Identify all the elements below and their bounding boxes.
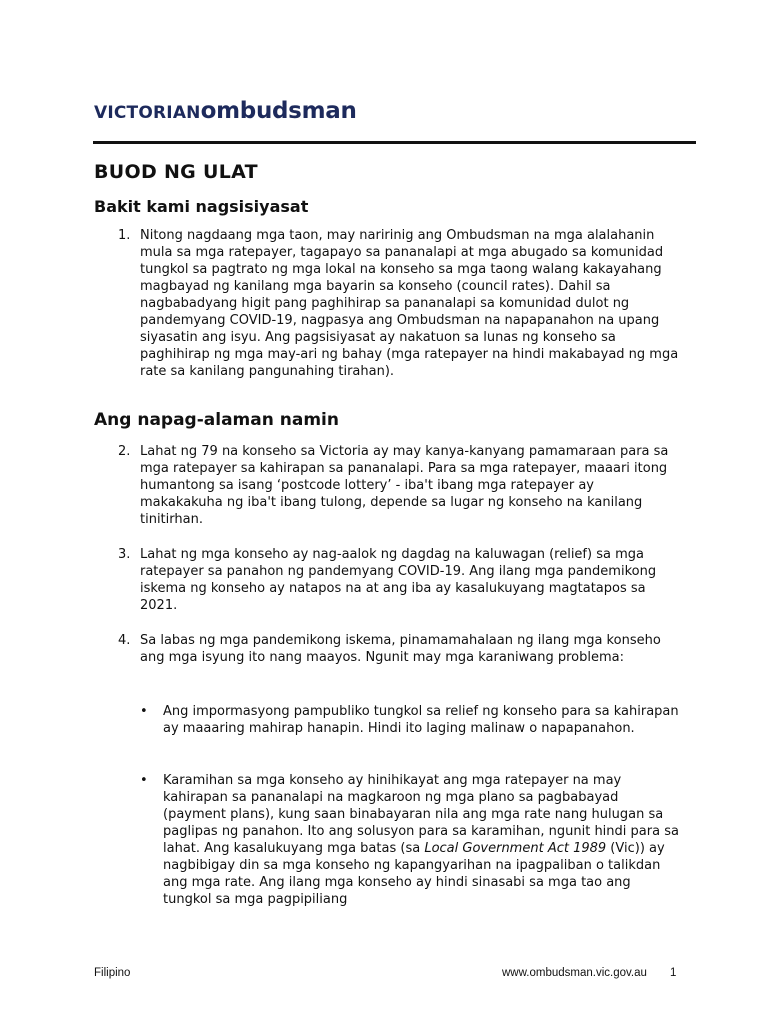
- bullet-text-after: (Vic)) ay nagbibigay din sa mga konseho ng kapangyarihan na ipagpaliban o talikdan ang mga rate. Ang ilang mga konseho ay hindi sinasabi sa mga tao ang tungkol sa mga pagpipiliang: [163, 841, 665, 907]
- bullet-text-before: Karamihan sa mga konseho ay hinihikayat ang mga ratepayer na may kahirapan sa pananalapi na magkaroon ng mga plano sa pagbabayad (payment plans), kung saan binabayaran nila ang mga rate nang hulugan sa paglipas ng panahon. Ito ang solusyon para sa karamihan, ngunit hindi para sa lahat. Ang kasalukuyang mga batas (sa: [163, 773, 679, 856]
- paragraph-1: Nitong nagdaang mga taon, may naririnig ang Ombudsman na mga alalahanin mula sa mga ratepayer, tagapayo sa pananalapi at mga abugado sa komunidad tungkol sa pagtrato ng mga lokal na konseho sa mga taong walang kakayahang magbayad ng kanilang mga bayarin sa konseho (council rates). Dahil sa nagbabadyang higit pang paghihirap sa pananalapi sa komunidad dulot ng pandemyang COVID-19, nagpasya ang Ombudsman na napapanahon na upang siyasatin ang isyu. Ang pagsisiyasat ay nakatuon sa lunas ng konseho sa paghihirap ng mga may-ari ng bahay (mga ratepayer na hindi makabayad ng mga rate sa kanilang pangunahing tirahan).: [140, 228, 679, 379]
- bullet-paragraph-2: [163, 772, 683, 908]
- bullet-symbol: •: [140, 773, 148, 788]
- footer-page-number: 1: [670, 967, 677, 979]
- bullet-symbol: •: [140, 704, 148, 719]
- item-number: 2.: [118, 444, 131, 459]
- paragraph-2: Lahat ng 79 na konseho sa Victoria ay may kanya-kanyang pamamaraan para sa mga ratepayer sa kahirapan sa pananalapi. Para sa mga ratepayer, maaari itong humantong sa isang ‘postcode lottery’ - iba't ibang mga ratepayer ay makakakuha ng iba't ibang tulong, depende sa lugar ng konseho na kanilang tinitirhan.: [140, 444, 669, 527]
- paragraph-3: Lahat ng mga konseho ay nag-aalok ng dagdag na kaluwagan (relief) sa mga ratepayer sa panahon ng pandemyang COVID-19. Ang ilang mga pandemikong iskema ng konseho ay natapos na at ang iba ay kasalukuyang magtatapos sa 2021.: [140, 547, 657, 613]
- footer-language: Filipino: [94, 967, 131, 979]
- section-heading-findings: Ang napag-alaman namin: [94, 410, 339, 430]
- item-number: 4.: [118, 633, 131, 648]
- header-rule: [93, 141, 696, 144]
- page-title: BUOD NG ULAT: [94, 161, 258, 183]
- paragraph-4: Sa labas ng mga pandemikong iskema, pinamamahalaan ng ilang mga konseho ang mga isyung ito nang maayos. Ngunit may mga karaniwang problema:: [140, 633, 661, 665]
- item-number: 3.: [118, 547, 131, 562]
- logo-victorian: VICTORIAN: [94, 103, 201, 123]
- item-number: 1.: [118, 228, 131, 243]
- section-heading-why: Bakit kami nagsisiyasat: [94, 197, 309, 216]
- footer-website: www.ombudsman.vic.gov.au: [502, 967, 647, 979]
- bullet-paragraph-1: Ang impormasyong pampubliko tungkol sa relief ng konseho para sa kahirapan ay maaaring mahirap hanapin. Hindi ito laging malinaw o napapanahon.: [163, 704, 679, 736]
- victorian-ombudsman-logo: [94, 100, 357, 123]
- logo-ombudsman: ombudsman: [200, 98, 357, 124]
- act-name-italic: Local Government Act 1989: [424, 841, 607, 856]
